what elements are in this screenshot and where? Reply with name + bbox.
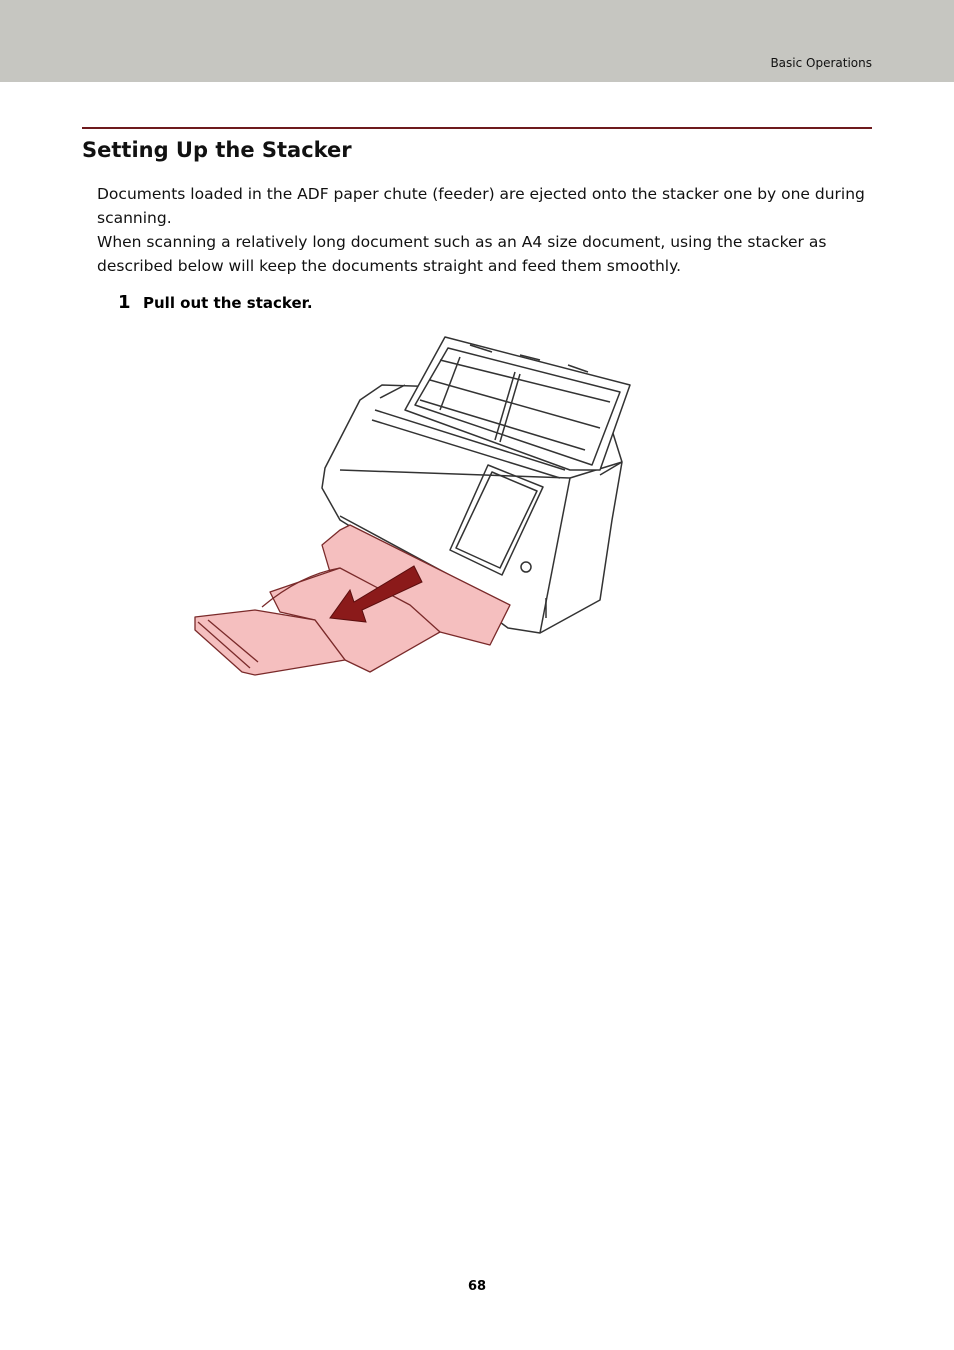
intro-paragraph-1: Documents loaded in the ADF paper chute (feeder) are ejected onto the stacker one by one during scanning. bbox=[97, 185, 865, 227]
section-label: Basic Operations bbox=[770, 56, 872, 70]
step-instruction: Pull out the stacker. bbox=[143, 294, 313, 312]
page-title: Setting Up the Stacker bbox=[82, 138, 352, 162]
intro-text bbox=[97, 182, 872, 278]
scanner-stacker-illustration bbox=[190, 334, 635, 686]
step-number: 1 bbox=[118, 292, 131, 313]
header-band bbox=[0, 0, 954, 82]
title-rule bbox=[82, 127, 872, 129]
page-number: 68 bbox=[467, 1279, 487, 1294]
step-1 bbox=[118, 292, 313, 313]
intro-paragraph-2: When scanning a relatively long document such as an A4 size document, using the stacker as described below will keep the documents straight and feed them smoothly. bbox=[97, 233, 827, 275]
